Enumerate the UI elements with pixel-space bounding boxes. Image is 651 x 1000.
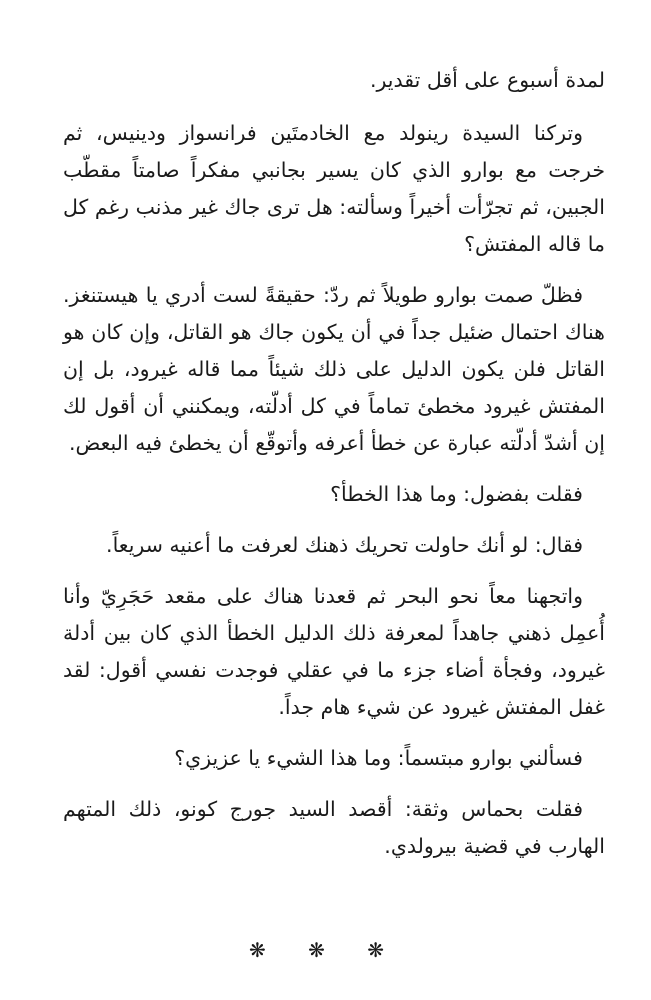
paragraph: فقال: لو أنك حاولت تحريك ذهنك لعرفت ما أعنيه سريعاً. xyxy=(106,533,583,557)
paragraph: لمدة أسبوع على أقل تقدير. xyxy=(369,68,605,92)
paragraph: فقلت بحماس وثقة: أقصد السيد جورج كونو، ذلك المتهم الهارب في قضية بيرولدي. xyxy=(63,797,605,858)
paragraph: فظلّ صمت بوارو طويلاً ثم ردّ: حقيقةً لست أدري يا هيستنغز. هناك احتمال ضئيل جداً في أن يكون جاك هو القاتل، وإن كان هو القاتل فلن يكون الدليل على ذلك شيئاً مما قاله غيرود، بل إن المفتش غيرود مخطئ تماماً في كل أدلّته، ويمكنني أن أقول لك إن أشدّ أدلّته عبارة عن خطأ أعرفه وأتوقّع أن يخطئ فيه البعض. xyxy=(63,283,605,455)
section-separator: ❋ ❋ ❋ xyxy=(249,938,402,962)
paragraph: واتجهنا معاً نحو البحر ثم قعدنا هناك على مقعد حَجَرِيّ وأنا أُعمِل ذهني جاهداً لمعرفة ذلك الدليل الخطأ الذي كان بين أدلة غيرود، وفجأة أضاء جزء ما في عقلي فوجدت نفسي أقول: لقد غفل المفتش غيرود عن شيء هام جداً. xyxy=(63,584,605,719)
paragraph: وتركنا السيدة رينولد مع الخادمتَين فرانسواز ودينيس، ثم خرجت مع بوارو الذي كان يسير بجانبي مفكراً صامتاً مقطّب الجبين، ثم تجرّأت أخيراً وسألته: هل ترى جاك غير مذنب رغم كل ما قاله المفتش؟ xyxy=(63,121,605,256)
paragraph: فسألني بوارو مبتسماً: وما هذا الشيء يا عزيزي؟ xyxy=(174,746,583,770)
page-body xyxy=(63,62,605,879)
paragraph: فقلت بفضول: وما هذا الخطأ؟ xyxy=(330,482,583,506)
